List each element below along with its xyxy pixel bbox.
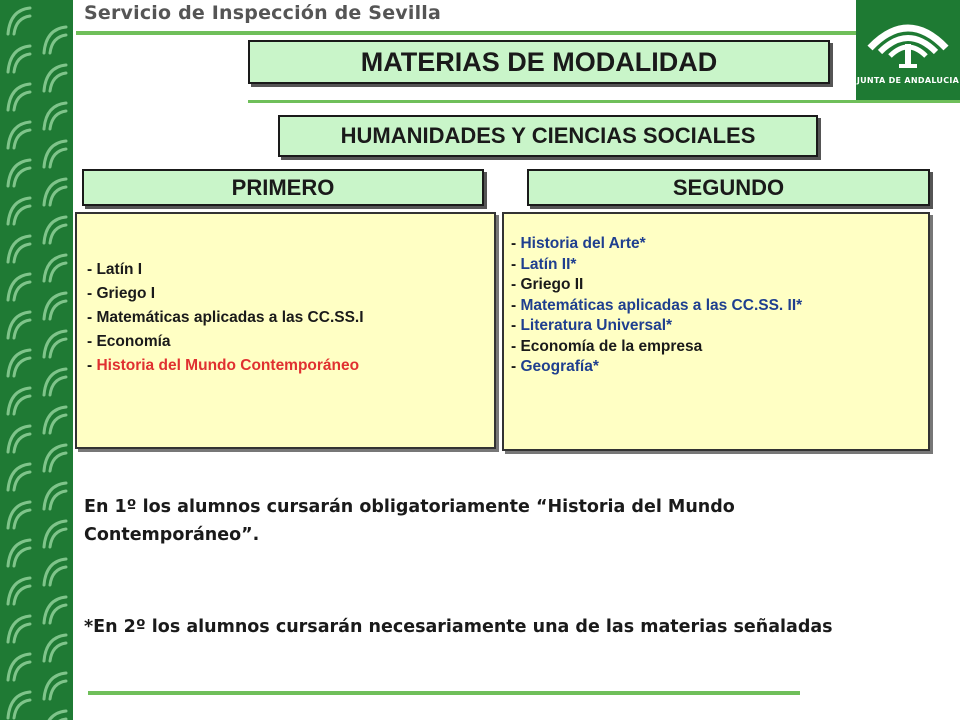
logo-text: JUNTA DE ANDALUCIA [856, 76, 960, 85]
list-item: - Griego II [511, 276, 584, 293]
list-item: - Griego I [87, 285, 156, 302]
title-divider [248, 100, 960, 103]
list-dash: - [511, 296, 521, 314]
column-heading-segundo: SEGUNDO [527, 169, 930, 206]
subjects-box-primero [75, 212, 496, 449]
list-item [511, 255, 928, 276]
subject-list-segundo [511, 234, 928, 378]
list-dash: - [511, 255, 521, 273]
subjects-box-segundo [502, 212, 930, 451]
highlighted-subject: Historia del Mundo Contemporáneo [96, 357, 360, 374]
list-dash: - [87, 357, 97, 374]
list-item [511, 316, 928, 337]
list-item [511, 234, 928, 255]
list-dash: - [511, 235, 521, 252]
section-title: HUMANIDADES Y CIENCIAS SOCIALES [278, 115, 818, 157]
optional-subject: Latín II* [520, 255, 577, 273]
header-title: Servicio de Inspección de Sevilla [84, 2, 442, 24]
list-item [511, 357, 928, 378]
decorative-sidebar [0, 0, 73, 720]
list-item [87, 354, 494, 378]
logo-arcs [856, 0, 960, 76]
list-dash: - [511, 317, 521, 334]
note-primero: En 1º los alumnos cursarán obligatoriamente “Historia del Mundo Contemporáneo”. [84, 497, 735, 545]
list-item [511, 296, 928, 317]
wheat-pattern-icon [0, 0, 73, 720]
list-item: - Latín I [87, 261, 143, 278]
optional-subject: Literatura Universal* [520, 317, 673, 334]
list-item: - Economía de la empresa [511, 337, 703, 355]
junta-andalucia-logo-icon [856, 0, 960, 100]
list-item: - Economía [87, 333, 171, 350]
footer-divider [88, 691, 800, 695]
optional-subject: Geografía* [520, 358, 599, 375]
optional-subject: Historia del Arte* [520, 235, 646, 252]
optional-subject: Matemáticas aplicadas a las CC.SS. II* [520, 296, 803, 314]
subject-list-primero [87, 258, 494, 378]
note-segundo: *En 2º los alumnos cursarán necesariamente una de las materias señaladas [84, 617, 833, 637]
header-divider [76, 31, 856, 35]
list-item: - Matemáticas aplicadas a las CC.SS.I [87, 309, 364, 326]
column-heading-primero: PRIMERO [82, 169, 484, 206]
main-title: MATERIAS DE MODALIDAD [248, 40, 830, 84]
list-dash: - [511, 358, 521, 375]
